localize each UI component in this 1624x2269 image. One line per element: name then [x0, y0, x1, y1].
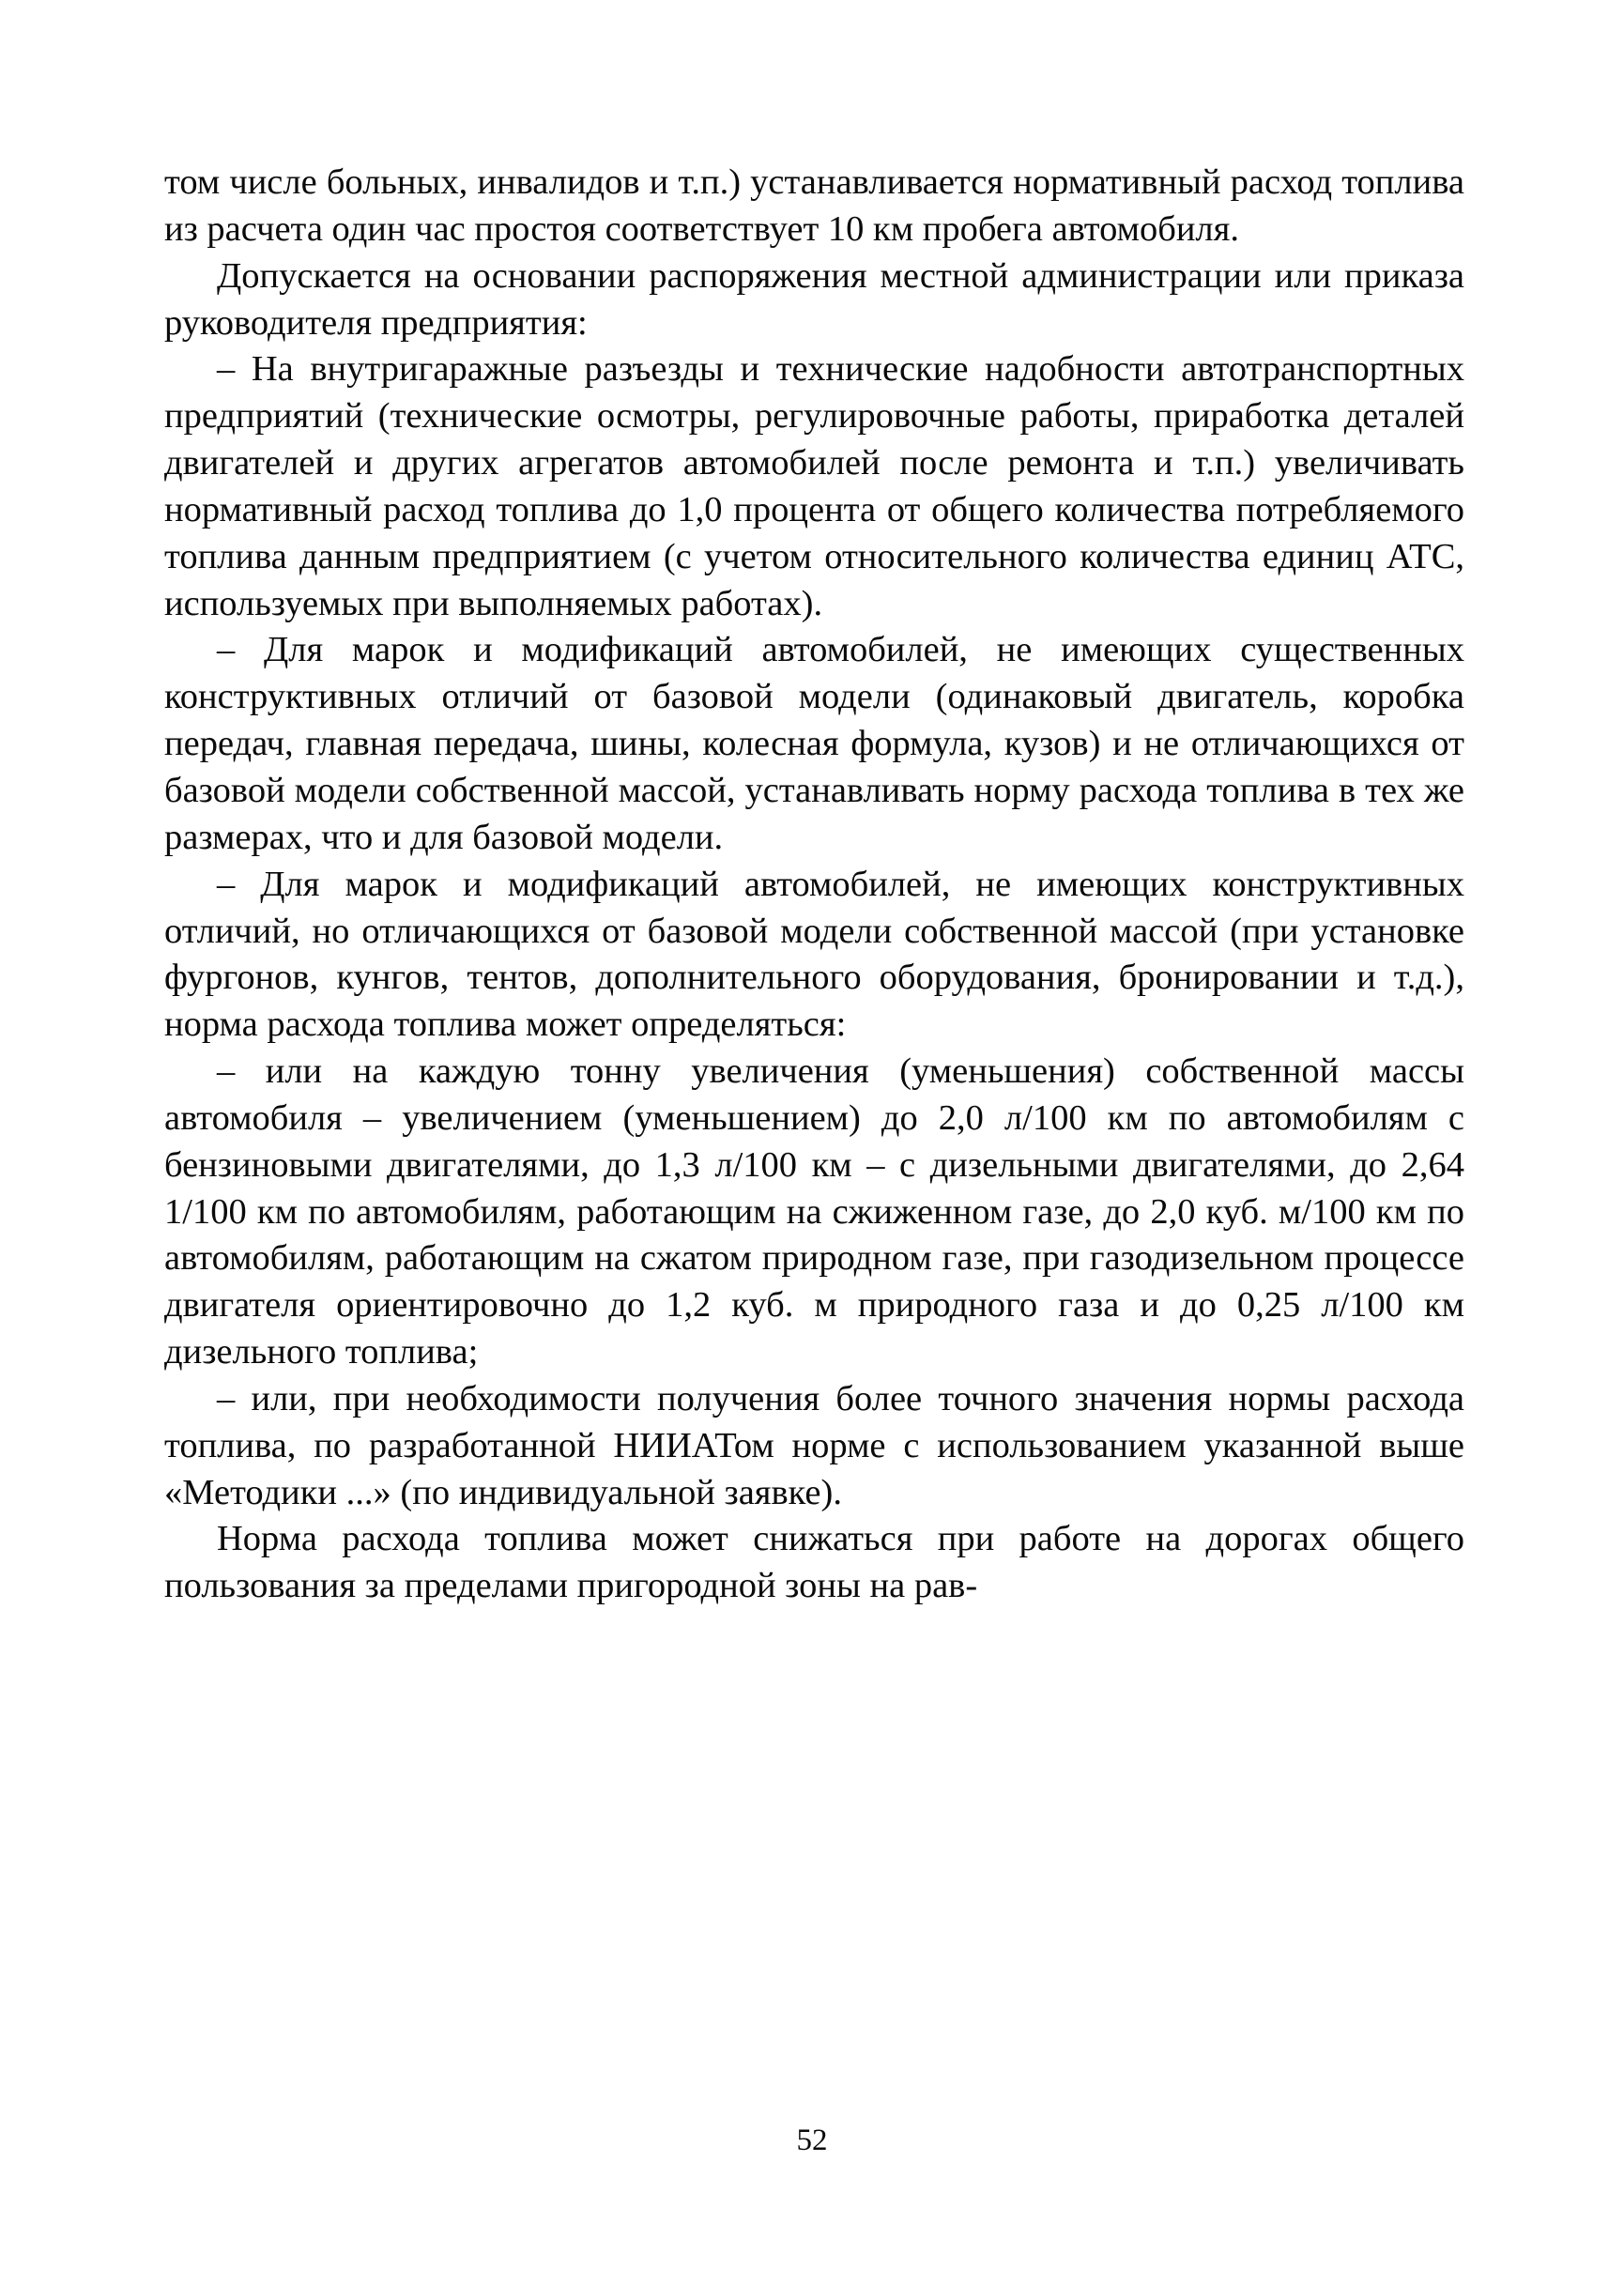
- paragraph: Допускается на основании распоряжения местной администрации или приказа руководителя предприятия:: [164, 255, 1464, 343]
- paragraph: – Для марок и модификаций автомобилей, не имеющих конструктивных отличий, но отличающихся от базовой модели собственной массой (при установке фургонов, кунгов, тентов, дополнительного оборудования, бронировании и т.д.), норма расхода топлива может определяться:: [164, 864, 1464, 1045]
- paragraph: – или, при необходимости получения более точного значения нормы расхода топлива, по разработанной НИИАТом норме с использованием указанной выше «Методики ...» (по индивидуальной заявке).: [164, 1378, 1464, 1512]
- paragraph: – Для марок и модификаций автомобилей, не имеющих существенных конструктивных отличий от базовой модели (одинаковый двигатель, коробка передач, главная передача, шины, колесная формула, кузов) и не отличающихся от базовой модели собственной массой, устанавливать норму расхода топлива в тех же размерах, что и для базовой модели.: [164, 630, 1464, 857]
- paragraph: том числе больных, инвалидов и т.п.) устанавливается нормативный расход топлива из расчета один час простоя соответствует 10 км пробега автомобиля.: [164, 162, 1464, 249]
- paragraph: Норма расхода топлива может снижаться при работе на дорогах общего пользования за пределами пригородной зоны на рав-: [164, 1519, 1464, 1606]
- paragraph: – или на каждую тонну увеличения (уменьшения) собственной массы автомобиля – увеличением (уменьшением) до 2,0 л/100 км по автомобилям с бензиновыми двигателями, до 1,3 л/100 км – с дизельными двигателями, до 2,64 1/100 км по автомобилям, работающим на сжиженном газе, до 2,0 куб. м/100 км по автомобилям, работающим на сжатом природном газе, при газодизельном процессе двигателя ориентировочно до 1,2 куб. м природного газа и до 0,25 л/100 км дизельного топлива;: [164, 1051, 1464, 1372]
- paragraph: – На внутригаражные разъезды и технические надобности автотранспортных предприятий (технические осмотры, регулировочные работы, приработка деталей двигателей и других агрегатов автомобилей после ремонта и т.п.) увеличивать нормативный расход топлива до 1,0 процента от общего количества потребляемого топлива данным предприятием (с учетом относительного количества единиц АТС, используемых при выполняемых работах).: [164, 349, 1464, 623]
- body-text-column: [164, 160, 1464, 1610]
- page-number: 52: [796, 2123, 828, 2157]
